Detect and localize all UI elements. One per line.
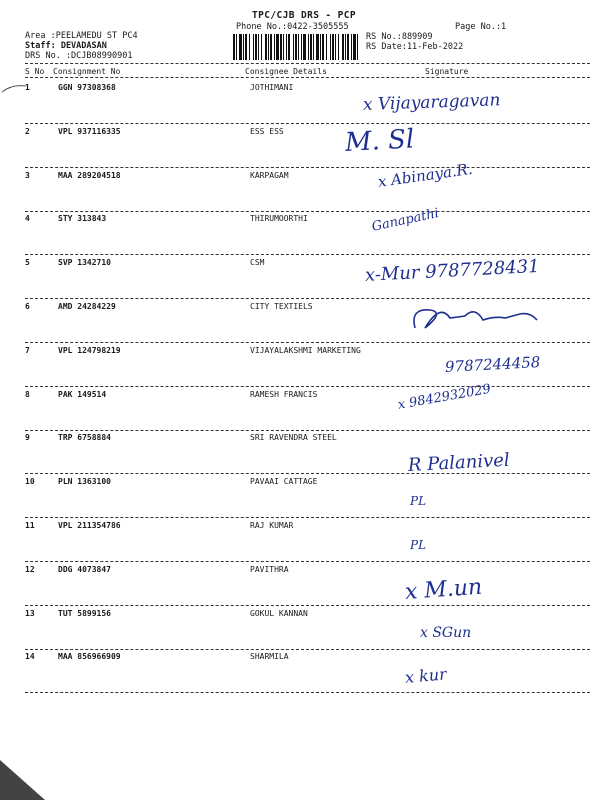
barcode-bar — [288, 34, 290, 60]
row-consignee-name: GOKUL KANNAN — [250, 609, 308, 618]
staff-field: Staff: DEVADASAN — [25, 41, 107, 51]
row-consignee-name: RAJ KUMAR — [250, 521, 294, 530]
barcode-bar — [255, 34, 257, 60]
drs-number: DRS No. :DCJB08990901 — [25, 51, 133, 61]
barcode-bar — [283, 34, 284, 60]
col-head-consignment: Consignment No — [53, 67, 121, 76]
barcode-bar — [322, 34, 324, 60]
row-consignment-number: AMD 24284229 — [58, 302, 116, 311]
row-consignment-number: STY 313843 — [58, 214, 107, 223]
row-consignment-number: SVP 1342710 — [58, 258, 111, 267]
row-consignment-number: GGN 97308368 — [58, 83, 116, 92]
page-corner-shadow — [0, 740, 60, 800]
barcode-bar — [258, 34, 259, 60]
row-consignment-number: VPL 124798219 — [58, 346, 121, 355]
row-sno: 13 — [25, 609, 35, 618]
barcode-bar — [345, 34, 346, 60]
row-separator — [25, 342, 590, 343]
barcode-bar — [316, 34, 319, 60]
row-consignment-number: MAA 289204518 — [58, 171, 121, 180]
barcode-bar — [310, 34, 312, 60]
row-signature: x M.un — [404, 574, 483, 605]
row-consignment-number: MAA 856966909 — [58, 652, 121, 661]
row-consignment-number: TRP 6758884 — [58, 433, 111, 442]
barcode-bar — [261, 34, 262, 60]
barcode-bar — [347, 34, 349, 60]
row-signature: x SGun — [420, 625, 472, 641]
row-consignee-name: THIRUMOORTHI — [250, 214, 308, 223]
barcode — [233, 34, 358, 60]
barcode-bar — [236, 34, 237, 60]
row-consignment-number: PLN 1363100 — [58, 477, 111, 486]
row-separator — [25, 386, 590, 387]
barcode-bar — [353, 34, 356, 60]
col-head-sno: S No — [25, 67, 45, 76]
col-head-signature: Signature — [425, 67, 469, 76]
row-signature: x Abinaya.R. — [376, 159, 474, 191]
row-sno: 14 — [25, 652, 35, 661]
rs-number: RS No.:889909 — [366, 32, 433, 42]
row-signature-scribble — [405, 298, 555, 338]
row-consignee-name: ESS ESS — [250, 127, 284, 136]
barcode-bar — [293, 34, 294, 60]
row-separator — [25, 430, 590, 431]
barcode-bar — [351, 34, 352, 60]
barcode-bar — [301, 34, 302, 60]
barcode-bar — [249, 34, 250, 60]
row-separator — [25, 123, 590, 124]
barcode-bar — [239, 34, 242, 60]
row-sno: 4 — [25, 214, 30, 223]
area-field: Area :PEELAMEDU ST PC4 — [25, 31, 138, 41]
row-consignee-name: CITY TEXTIELS — [250, 302, 313, 311]
barcode-bar — [245, 34, 247, 60]
row-consignment-number: DDG 4073847 — [58, 565, 111, 574]
barcode-bar — [338, 34, 339, 60]
barcode-bar — [233, 34, 235, 60]
row-separator — [25, 649, 590, 650]
barcode-bar — [308, 34, 309, 60]
row-separator — [25, 692, 590, 693]
row-consignment-number: PAK 149514 — [58, 390, 107, 399]
barcode-bar — [295, 34, 297, 60]
row-signature: Ganapathi — [370, 206, 441, 235]
phone-number: Phone No.:0422-3505555 — [236, 22, 349, 32]
document-title: TPC/CJB DRS - PCP — [252, 10, 357, 21]
row-separator — [25, 211, 590, 212]
barcode-bar — [357, 34, 358, 60]
row-signature: M. Sl — [344, 124, 415, 158]
row-consignee-name: JOTHIMANI — [250, 83, 294, 92]
rs-date: RS Date:11-Feb-2022 — [366, 42, 464, 52]
barcode-bar — [286, 34, 287, 60]
row-separator — [25, 605, 590, 606]
row-separator — [25, 167, 590, 168]
header-rule-bottom — [25, 77, 590, 78]
row-sno: 11 — [25, 521, 35, 530]
page-number: Page No.:1 — [455, 22, 507, 32]
barcode-bar — [330, 34, 331, 60]
row-sno: 5 — [25, 258, 30, 267]
row-consignee-name: SHARMILA — [250, 652, 289, 661]
barcode-bar — [303, 34, 306, 60]
row-separator — [25, 254, 590, 255]
header-rule-top — [25, 63, 590, 64]
row-sno: 12 — [25, 565, 35, 574]
barcode-bar — [253, 34, 254, 60]
barcode-bar — [342, 34, 344, 60]
row-signature: R Palanivel — [407, 449, 511, 476]
row-separator — [25, 561, 590, 562]
row-sno: 8 — [25, 390, 30, 399]
row-consignment-number: TUT 5899156 — [58, 609, 111, 618]
barcode-bar — [268, 34, 269, 60]
row-signature: x-Mur 9787728431 — [364, 255, 541, 286]
row-consignment-number: VPL 937116335 — [58, 127, 121, 136]
row-signature: x 9842932029 — [396, 381, 493, 413]
row-signature: x Vijayaragavan — [362, 90, 501, 115]
pen-mark — [0, 80, 30, 100]
barcode-bar — [332, 34, 334, 60]
row-consignee-name: CSM — [250, 258, 265, 267]
row-sno: 1 — [25, 83, 30, 92]
barcode-bar — [243, 34, 244, 60]
row-sno: 9 — [25, 433, 30, 442]
row-separator — [25, 517, 590, 518]
row-consignee-name: PAVAAI CATTAGE — [250, 477, 318, 486]
col-head-consignee: Consignee Details — [245, 67, 327, 76]
barcode-bar — [298, 34, 299, 60]
row-consignee-name: RAMESH FRANCIS — [250, 390, 318, 399]
barcode-bar — [335, 34, 336, 60]
row-separator — [25, 473, 590, 474]
row-signature: x kur — [404, 664, 448, 687]
barcode-bar — [265, 34, 267, 60]
row-signature: PL — [410, 494, 427, 508]
barcode-bar — [280, 34, 282, 60]
row-sno: 7 — [25, 346, 30, 355]
row-consignee-name: KARPAGAM — [250, 171, 289, 180]
barcode-bar — [313, 34, 314, 60]
row-signature: PL — [410, 538, 427, 552]
row-sno: 6 — [25, 302, 30, 311]
row-consignment-number: VPL 211354786 — [58, 521, 121, 530]
row-consignee-name: VIJAYALAKSHMI MARKETING — [250, 346, 361, 355]
row-sno: 3 — [25, 171, 30, 180]
barcode-bar — [274, 34, 275, 60]
row-consignee-name: PAVITHRA — [250, 565, 289, 574]
row-signature: 9787244458 — [444, 353, 541, 376]
barcode-bar — [320, 34, 321, 60]
row-sno: 10 — [25, 477, 35, 486]
row-sno: 2 — [25, 127, 30, 136]
barcode-bar — [270, 34, 272, 60]
barcode-bar — [276, 34, 279, 60]
barcode-bar — [326, 34, 327, 60]
row-consignee-name: SRI RAVENDRA STEEL — [250, 433, 337, 442]
